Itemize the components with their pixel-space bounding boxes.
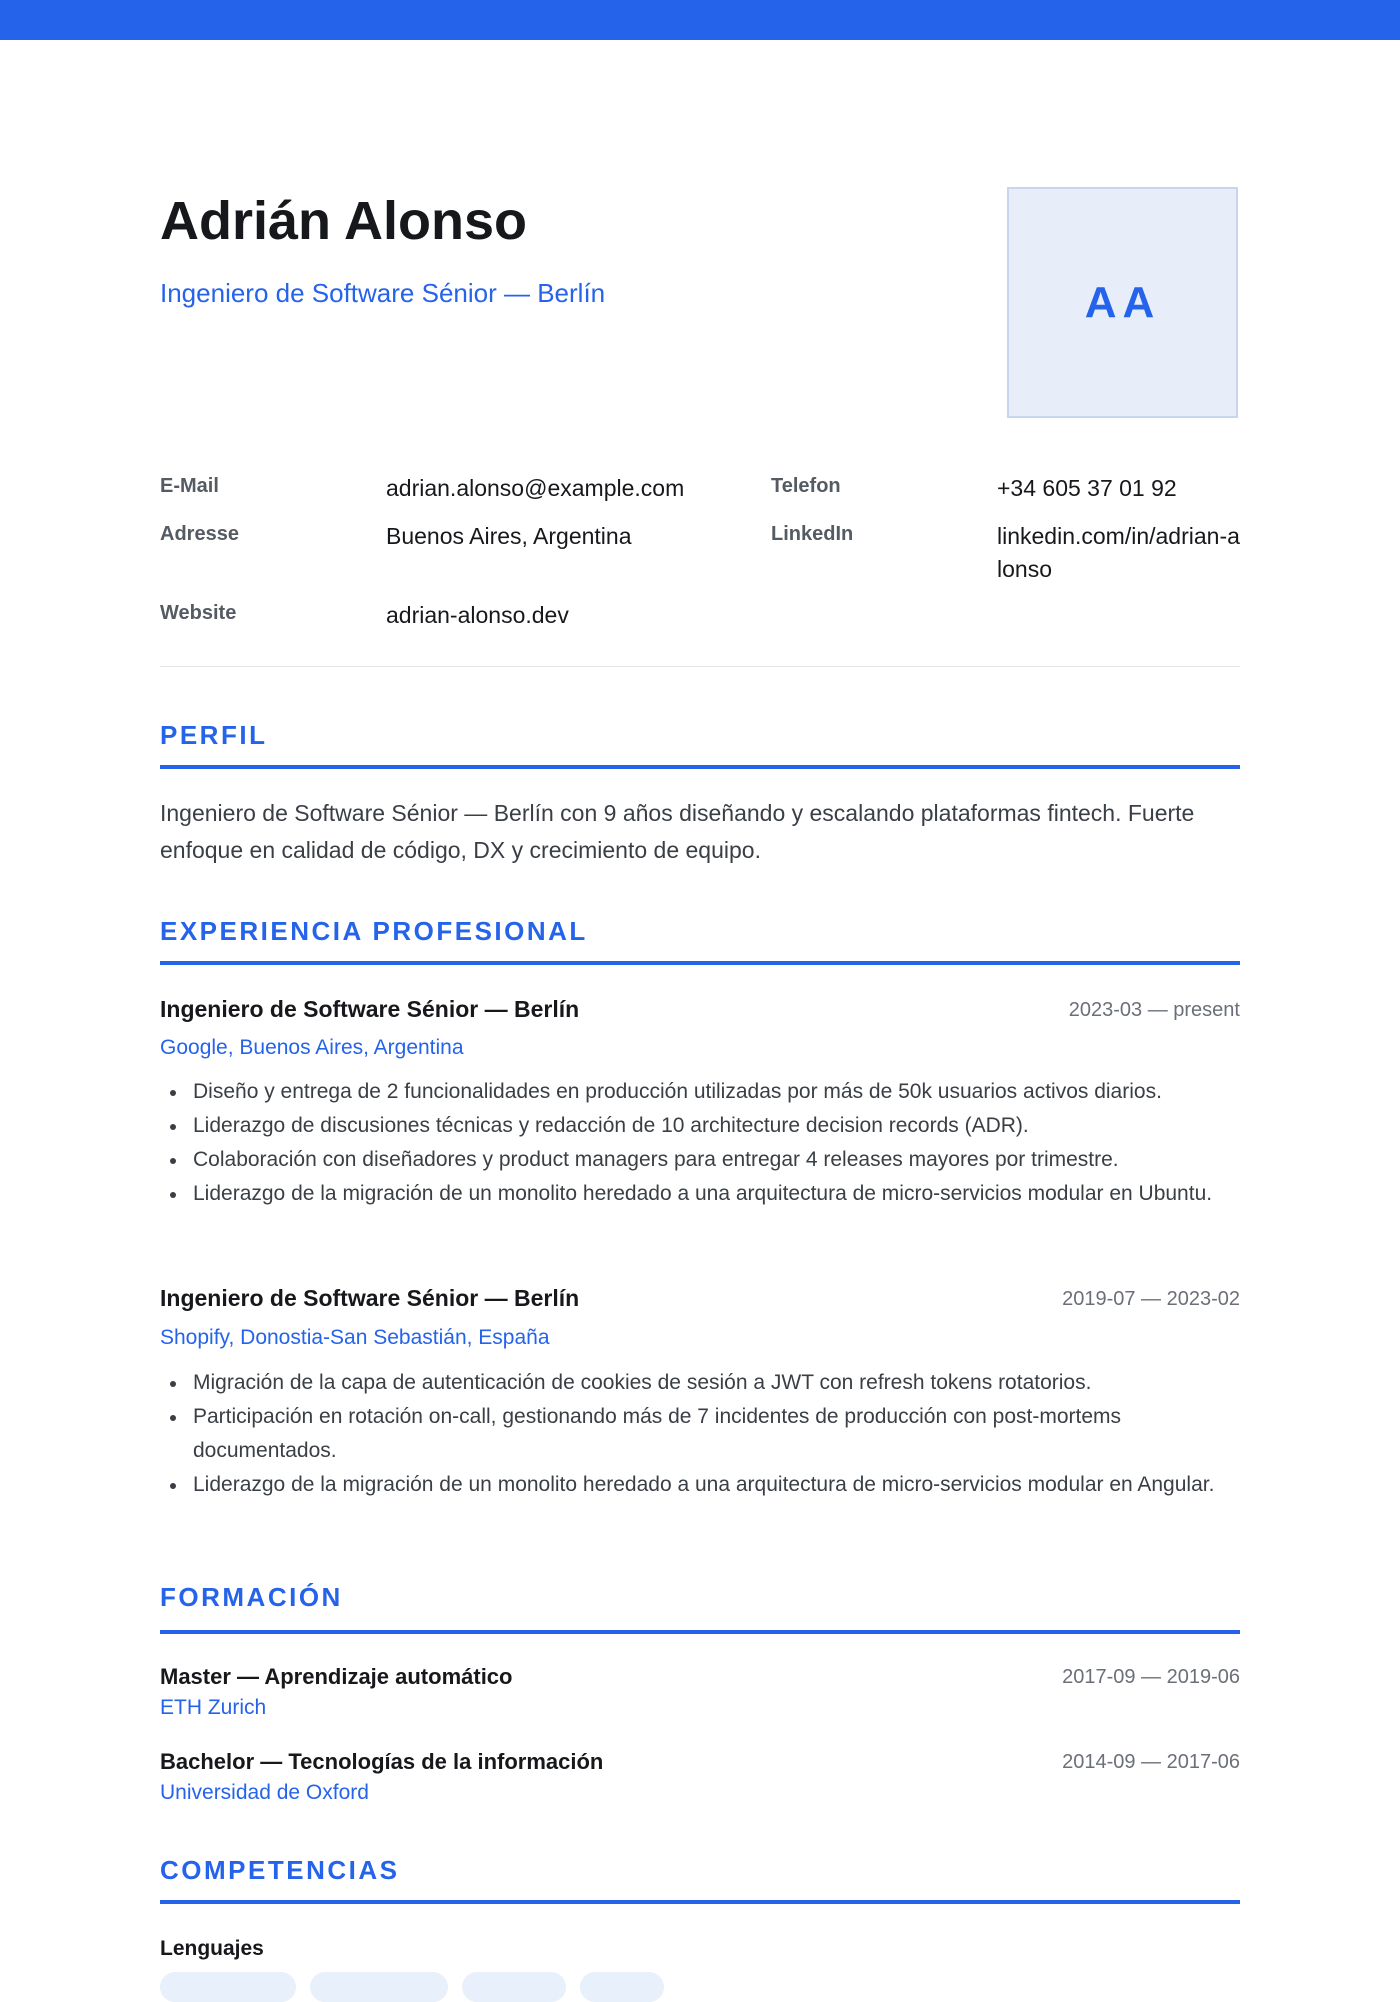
job-company: Shopify, Donostia-San Sebastián, España: [160, 1326, 550, 1349]
section-title-experience: EXPERIENCIA PROFESIONAL: [160, 916, 588, 946]
job-title: Ingeniero de Software Sénior — Berlín: [160, 996, 580, 1022]
candidate-headline: Ingeniero de Software Sénior — Berlín: [160, 278, 606, 308]
skill-chips: [160, 1972, 664, 2002]
job-title: Ingeniero de Software Sénior — Berlín: [160, 1285, 580, 1311]
skill-chip: [310, 1972, 448, 2002]
list-item: Colaboración con diseñadores y product managers para entregar 4 releases mayores por trimestre.: [193, 1143, 1240, 1177]
job-dates: 2019-07 — 2023-02: [1062, 1288, 1240, 1310]
degree-dates: 2017-09 — 2019-06: [1062, 1666, 1240, 1688]
skill-group-label: Lenguajes: [160, 1937, 264, 1960]
job-dates: 2023-03 — present: [1068, 999, 1240, 1021]
degree-institution: Universidad de Oxford: [160, 1781, 369, 1804]
job-company: Google, Buenos Aires, Argentina: [160, 1036, 464, 1059]
address-label: Adresse: [160, 523, 239, 545]
degree-title: Master — Aprendizaje automático: [160, 1664, 513, 1689]
list-item: Diseño y entrega de 2 funcionalidades en producción utilizadas por más de 50k usuarios activos diarios.: [193, 1075, 1240, 1109]
degree-dates: 2014-09 — 2017-06: [1062, 1751, 1240, 1773]
skill-chip: [160, 1972, 296, 2002]
avatar-initials: AA: [1007, 187, 1238, 418]
phone-label: Telefon: [771, 475, 841, 497]
section-rule-skills: [160, 1900, 1240, 1904]
skill-chip: [580, 1972, 664, 2002]
list-item: Participación en rotación on-call, gestionando más de 7 incidentes de producción con post-mortems documentados.: [193, 1400, 1240, 1468]
website-label: Website: [160, 602, 237, 624]
phone-value[interactable]: +34 605 37 01 92: [997, 475, 1177, 501]
email-label: E-Mail: [160, 475, 219, 497]
email-value[interactable]: adrian.alonso@example.com: [386, 475, 685, 501]
list-item: Migración de la capa de autenticación de cookies de sesión a JWT con refresh tokens rotatorios.: [193, 1366, 1240, 1400]
job-bullets: [160, 1366, 1240, 1502]
job-bullets: [160, 1075, 1240, 1211]
section-rule-education: [160, 1630, 1240, 1634]
section-title-education: FORMACIÓN: [160, 1582, 343, 1612]
list-item: Liderazgo de la migración de un monolito heredado a una arquitectura de micro-servicios modular en Angular.: [193, 1468, 1240, 1502]
header-divider: [160, 666, 1240, 667]
section-title-skills: COMPETENCIAS: [160, 1855, 400, 1885]
section-rule-profile: [160, 765, 1240, 769]
skill-chip: [462, 1972, 566, 2002]
linkedin-value[interactable]: linkedin.com/in/adrian-alonso: [997, 523, 1240, 582]
degree-institution: ETH Zurich: [160, 1696, 267, 1719]
degree-title: Bachelor — Tecnologías de la información: [160, 1749, 604, 1774]
section-title-profile: PERFIL: [160, 720, 268, 750]
list-item: Liderazgo de la migración de un monolito heredado a una arquitectura de micro-servicios modular en Ubuntu.: [193, 1177, 1240, 1211]
linkedin-label: LinkedIn: [771, 523, 854, 545]
profile-summary: Ingeniero de Software Sénior — Berlín con 9 años diseñando y escalando plataformas fintech. Fuerte enfoque en calidad de código, DX y crecimiento de equipo.: [160, 800, 1195, 863]
website-value[interactable]: adrian-alonso.dev: [386, 602, 569, 628]
candidate-name: Adrián Alonso: [160, 191, 528, 251]
list-item: Liderazgo de discusiones técnicas y redacción de 10 architecture decision records (ADR).: [193, 1109, 1240, 1143]
top-accent-bar: [0, 0, 1400, 40]
section-rule-experience: [160, 961, 1240, 965]
address-value: Buenos Aires, Argentina: [386, 523, 632, 549]
